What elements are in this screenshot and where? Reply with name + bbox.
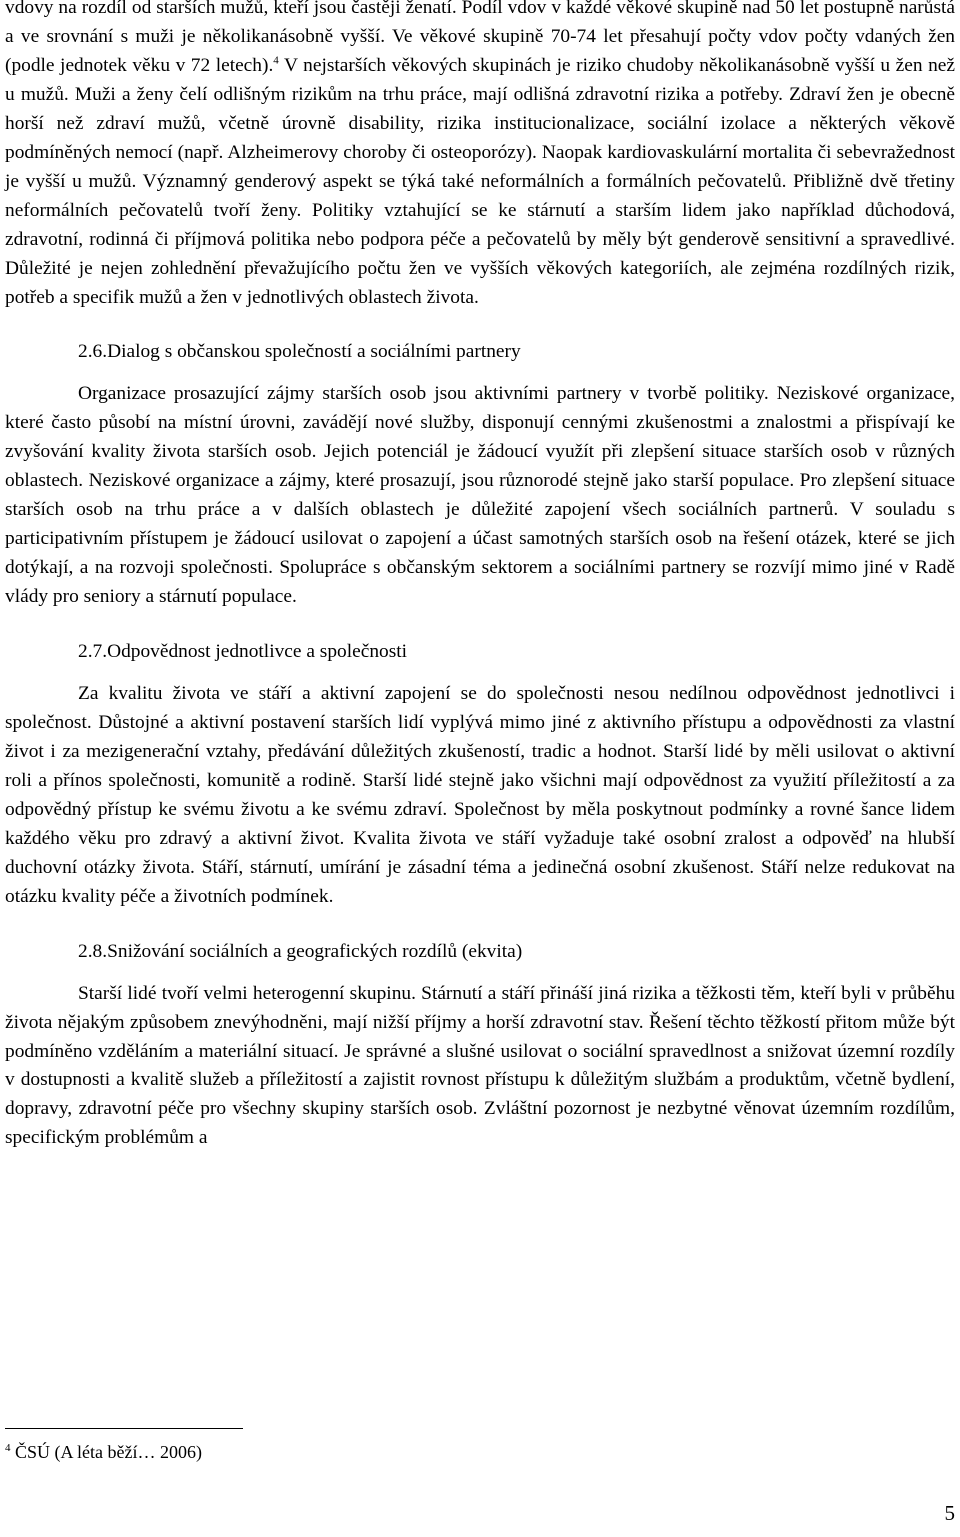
section-heading-2-8: 2.8.Snižování sociálních a geografických rozdílů (ekvita) xyxy=(78,940,523,962)
footnote-reference[interactable]: 4 xyxy=(273,54,279,67)
page-number: 5 xyxy=(944,1501,955,1525)
paragraph-civil-society: Organizace prosazující zájmy starších osob jsou aktivními partnery v tvorbě politiky. Neziskové organizace, které často působí na místní úrovni, zavádějí nové služby, disponují cennými zkušenostmi a znalostmi a přispívají ke zvyšování kvality života starších osob. Jejich potenciál je žádoucí využít při zlepšení situace starších osob v různých oblastech. Neziskové organizace a zájmy, které prosazují, jsou různorodé stejně jako starší populace. Pro zlepšení situace starších osob na trhu práce a v dalších oblastech je důležité zapojení všech sociálních partnerů. V souladu s participativním přístupem je žádoucí usilovat o zapojení a účast samotných starších osob na řešení otázek, které se jich dotýkají, a na rozvoji společnosti. Spolupráce s občanským sektorem a sociálními partnery se rozvíjí mimo jiné v Radě vlády pro seniory a stárnutí populace. xyxy=(5,383,955,608)
footnote xyxy=(5,1441,202,1463)
section-heading-2-6: 2.6.Dialog s občanskou společností a sociálními partnery xyxy=(78,341,521,363)
paragraph-text: vdovy na rozdíl od starších mužů, kteří jsou častěji ženatí. Podíl vdov v každé věkové skupině nad 50 let postupně narůstá a ve srovnání s muži je několikanásobně vyšší. Ve věkové skupině 70-74 let přesahují počty vdov počty vdaných žen (podle jednotek věku v 72 letech). xyxy=(5,0,955,76)
section-heading-2-7: 2.7.Odpovědnost jednotlivce a společnosti xyxy=(78,641,408,663)
paragraph-text: V nejstarších věkových skupinách je riziko chudoby několikanásobně vyšší u žen než u mužů. Muži a ženy čelí odlišným rizikům na trhu práce, mají odlišná zdravotní rizika a potřeby. Zdraví žen je obecně horší než zdraví mužů, včetně úrovně disability, rizika institucionalizace, sociální izolace a některých věkově podmíněných nemocí (např. Alzheimerovy choroby či osteoporózy). Naopak kardiovaskulární mortalita či sebevražednost je vyšší u mužů. Významný genderový aspekt se týká také neformálních a formálních pečovatelů. Přibližně dvě třetiny neformálních pečovatelů tvoří ženy. Politiky vztahující se ke stárnutí a starším lidem jako například důchodová, zdravotní, rodinná či příjmová politika nebo podpora péče a pečovatelů by měly být genderově sensitivní a spravedlivé. Důležité je nejen zohlednění převažujícího počtu žen ve vyšších věkových kategoriích, ale zejména rozdílných rizik, potřeb a specifik mužů a žen v jednotlivých oblastech života. xyxy=(5,54,955,308)
document-page xyxy=(5,0,955,1537)
paragraph-gender-aspects xyxy=(5,0,955,312)
paragraph-equity: Starší lidé tvoří velmi heterogenní skupinu. Stárnutí a stáří přináší jiná rizika a těžkosti těm, kteří byli v průběhu života nějakým způsobem znevýhodněni, mají nižší příjmy a horší zdravotní stav. Řešení těchto těžkostí přitom může být podmíněno vzděláním a materiální situací. Je správné a slušné usilovat o sociální spravedlnost a snižovat územní rozdíly v dostupnosti a kvalitě služeb a příležitostí a zajistit rovnost přístupu k důležitým službám a produktům, včetně bydlení, dopravy, zdravotní péče pro všechny skupiny starších osob. Zvláštní pozornost je nezbytné věnovat územním rozdílům, specifickým problémům a xyxy=(5,982,955,1149)
footnote-separator xyxy=(5,1428,243,1429)
paragraph-responsibility: Za kvalitu života ve stáří a aktivní zapojení se do společnosti nesou nedílnou odpovědnost jednotlivci i společnost. Důstojné a aktivní postavení starších lidí vyplývá mimo jiné z aktivního přístupu a odpovědnosti za vlastní život i za mezigenerační vztahy, předávání důležitých zkušeností, tradic a hodnot. Starší lidé by měli usilovat o aktivní roli a přínos společnosti, komunitě a rodině. Starší lidé stejně jako všichni mají odpovědnost za využití příležitostí a za odpovědný přístup ke svému životu a ke svému zdraví. Společnost by měla poskytnout podmínky a rovné šance lidem každého věku pro zdravý a aktivní život. Kvalita života ve stáří vyžaduje také osobní zralost a odpověď na hlubší duchovní otázky života. Stáří, stárnutí, umírání je zásadní téma a jedinečná osobní zkušenost. Stáří nelze redukovat na otázku kvality péče a životních podmínek. xyxy=(5,683,955,907)
footnote-number: 4 xyxy=(5,1442,11,1454)
footnote-text: ČSÚ (A léta běží… 2006) xyxy=(10,1442,202,1462)
